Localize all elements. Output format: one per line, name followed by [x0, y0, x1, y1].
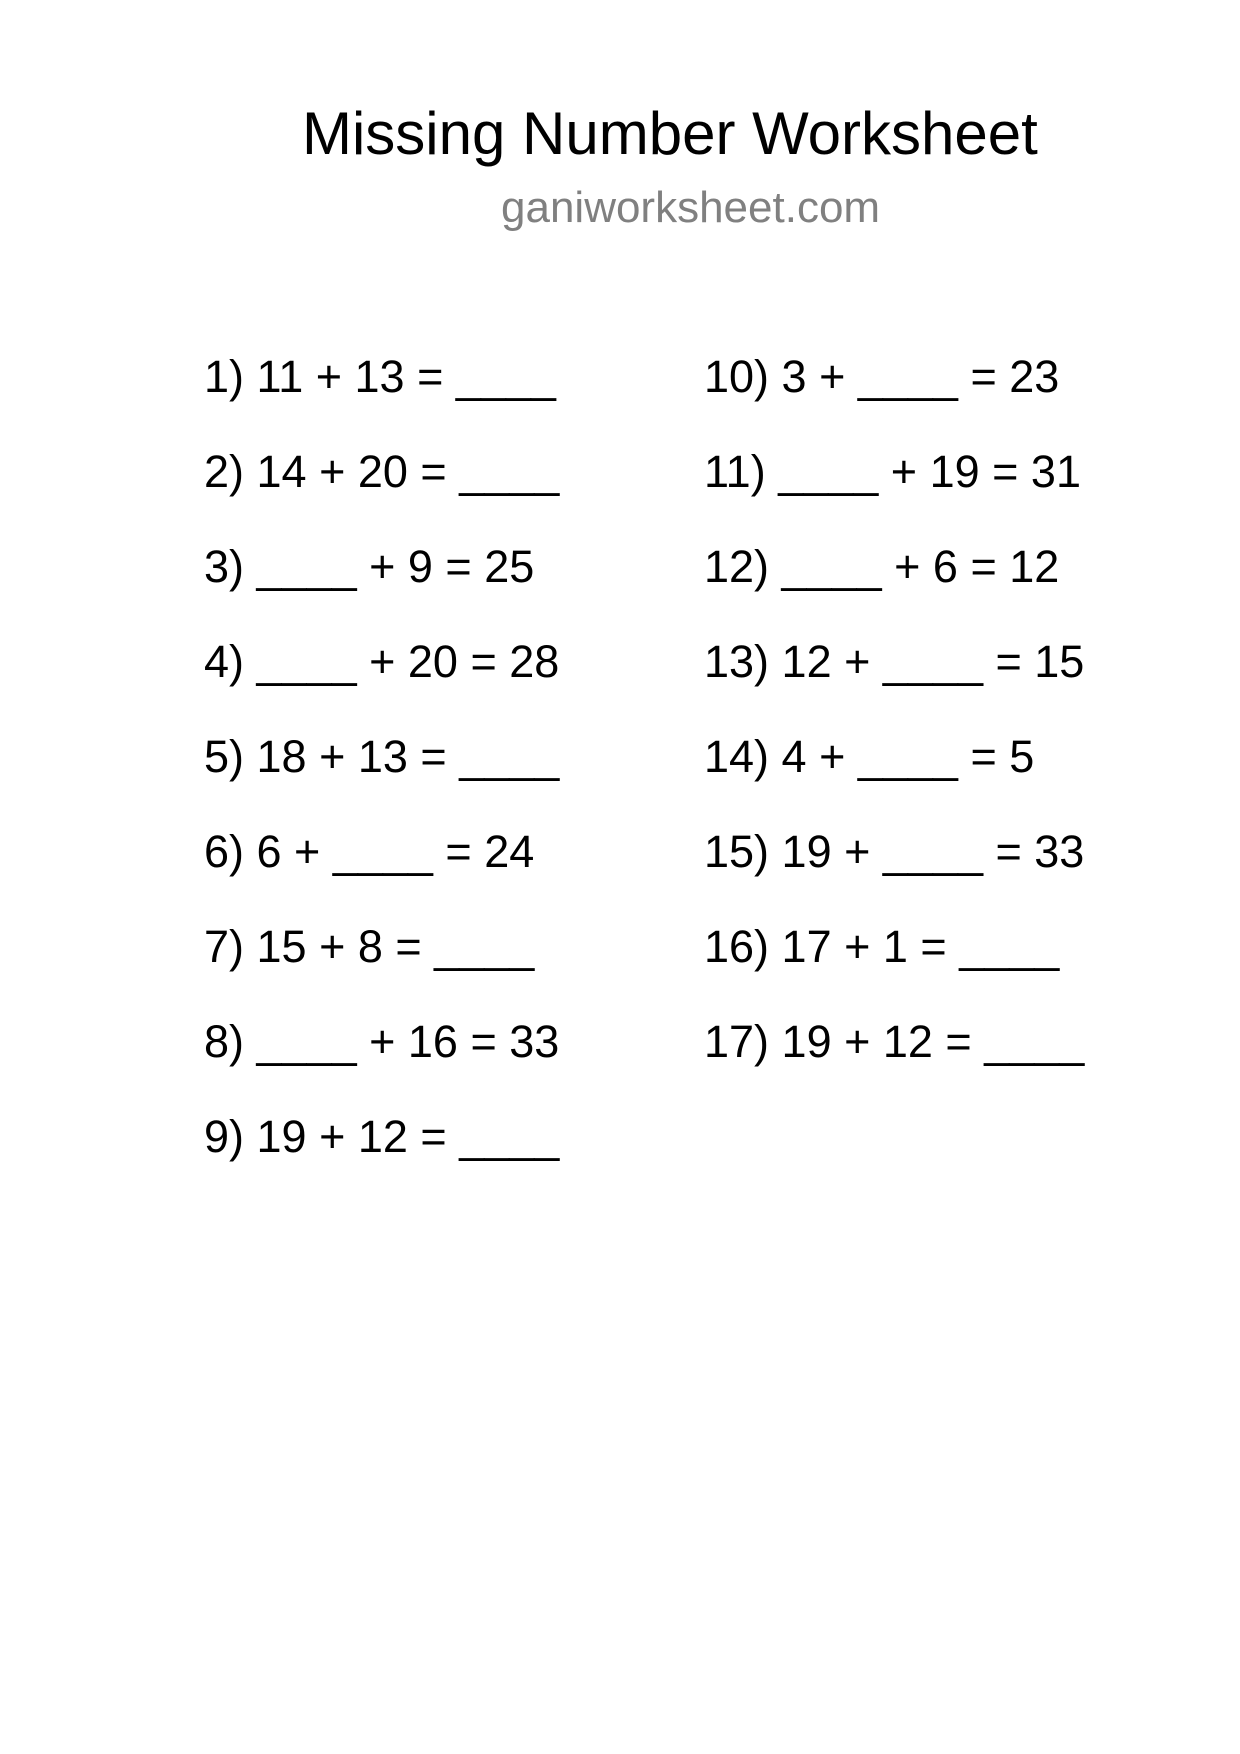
problem-item: 7) 15 + 8 = ____: [204, 921, 535, 972]
problem-item: 5) 18 + 13 = ____: [204, 731, 560, 782]
problem-list-right: [704, 351, 1085, 1114]
problem-item: 6) 6 + ____ = 24: [204, 826, 535, 877]
problem-item: 16) 17 + 1 = ____: [704, 921, 1060, 972]
problem-item: 9) 19 + 12 = ____: [204, 1111, 560, 1162]
worksheet-title: Missing Number Worksheet: [302, 100, 1038, 167]
problem-item: 17) 19 + 12 = ____: [704, 1016, 1085, 1067]
problem-item: 15) 19 + ____ = 33: [704, 826, 1085, 877]
problem-list-left: [204, 351, 560, 1209]
problem-item: 14) 4 + ____ = 5: [704, 731, 1035, 782]
problem-item: 10) 3 + ____ = 23: [704, 351, 1060, 402]
problem-item: 11) ____ + 19 = 31: [704, 446, 1081, 497]
worksheet-source-url: ganiworksheet.com: [501, 183, 881, 232]
problem-item: 8) ____ + 16 = 33: [204, 1016, 560, 1067]
problem-item: 3) ____ + 9 = 25: [204, 541, 535, 592]
problem-item: 12) ____ + 6 = 12: [704, 541, 1060, 592]
problem-item: 13) 12 + ____ = 15: [704, 636, 1085, 687]
problem-item: 2) 14 + 20 = ____: [204, 446, 560, 497]
problem-item: 4) ____ + 20 = 28: [204, 636, 560, 687]
problem-item: 1) 11 + 13 = ____: [204, 351, 556, 402]
